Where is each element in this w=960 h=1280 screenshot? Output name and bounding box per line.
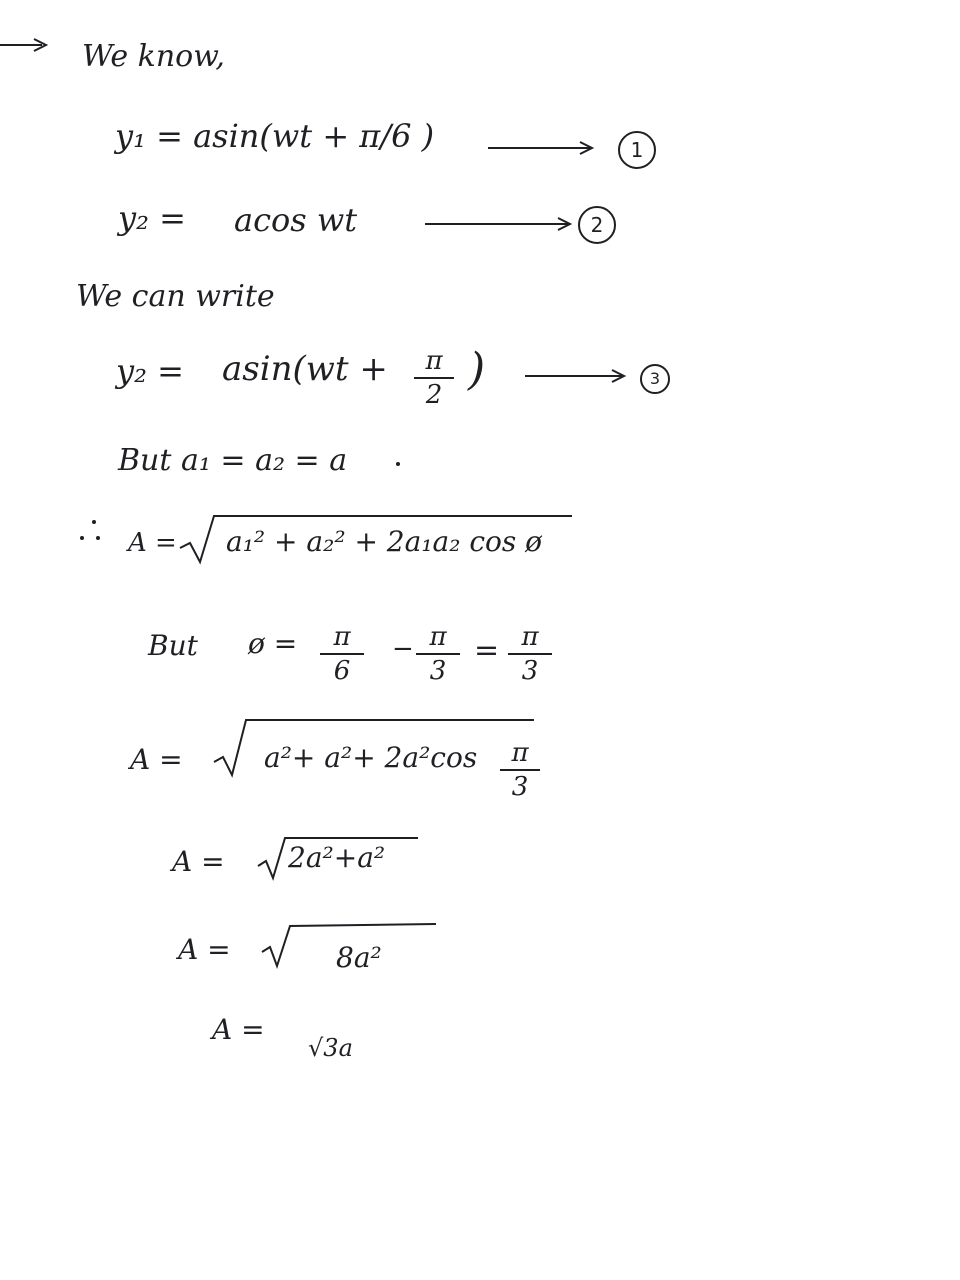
fraction-numerator: π [333,622,351,652]
equation-3-rhs-end: ) [468,344,486,395]
amp-formula-prefix: A = [128,528,177,558]
step4-prefix: A = [212,1013,265,1046]
text-but-equal-amplitudes: But a₁ = a₂ = a [118,443,348,478]
fraction-numerator: π [521,622,539,652]
equation-2-rhs: acos wt [234,201,358,239]
heading-we-know: We know, [82,39,225,74]
equation-3-fraction [414,348,454,408]
phi-equals: ø = [248,627,298,660]
fraction-bar [414,377,454,379]
fraction-bar [320,653,364,655]
equation-3-lhs: y₂ = [116,352,184,390]
equation-label-2: 2 [578,206,616,244]
fraction-numerator: π [429,622,447,652]
fraction-denominator: 6 [333,656,351,686]
fraction-bar [416,653,460,655]
fraction-denominator: 3 [429,656,447,686]
fraction-bar [508,653,552,655]
phi-minus: − [392,634,414,664]
step4-result: √3a [308,1034,353,1062]
period-dot [396,462,400,466]
equation-1: y₁ = asin(wt + π/6 ) [115,117,435,155]
text-we-can-write: We can write [76,279,275,314]
fraction-numerator: π [511,738,529,768]
step3-radicand: 8a² [336,941,382,974]
phi-fraction-1 [320,624,364,684]
phi-fraction-2 [416,624,460,684]
step2-prefix: A = [172,845,225,878]
phi-equals-2: = [474,633,500,668]
equation-2-lhs: y₂ = [118,199,186,237]
fraction-numerator: π [425,346,443,376]
fraction-denominator: 3 [521,656,539,686]
fraction-bar [500,769,540,771]
equation-label-3: 3 [640,364,670,394]
step1-fraction [500,740,540,800]
therefore-dot-right [96,536,100,540]
amp-formula-radicand: a₁² + a₂² + 2a₁a₂ cos ø [226,525,543,558]
therefore-dot-left [80,536,84,540]
equation-3-rhs-start: asin(wt + [222,349,388,389]
step1-prefix: A = [130,743,183,776]
step3-prefix: A = [178,933,231,966]
step1-radicand: a²+ a²+ 2a²cos [264,741,478,774]
text-but-phi: But [148,629,198,662]
fraction-denominator: 2 [425,380,443,410]
fraction-denominator: 3 [511,772,529,802]
step2-radicand: 2a²+a² [288,841,386,874]
phi-fraction-3 [508,624,552,684]
equation-label-1: 1 [618,131,656,169]
therefore-dot-top [92,520,96,524]
